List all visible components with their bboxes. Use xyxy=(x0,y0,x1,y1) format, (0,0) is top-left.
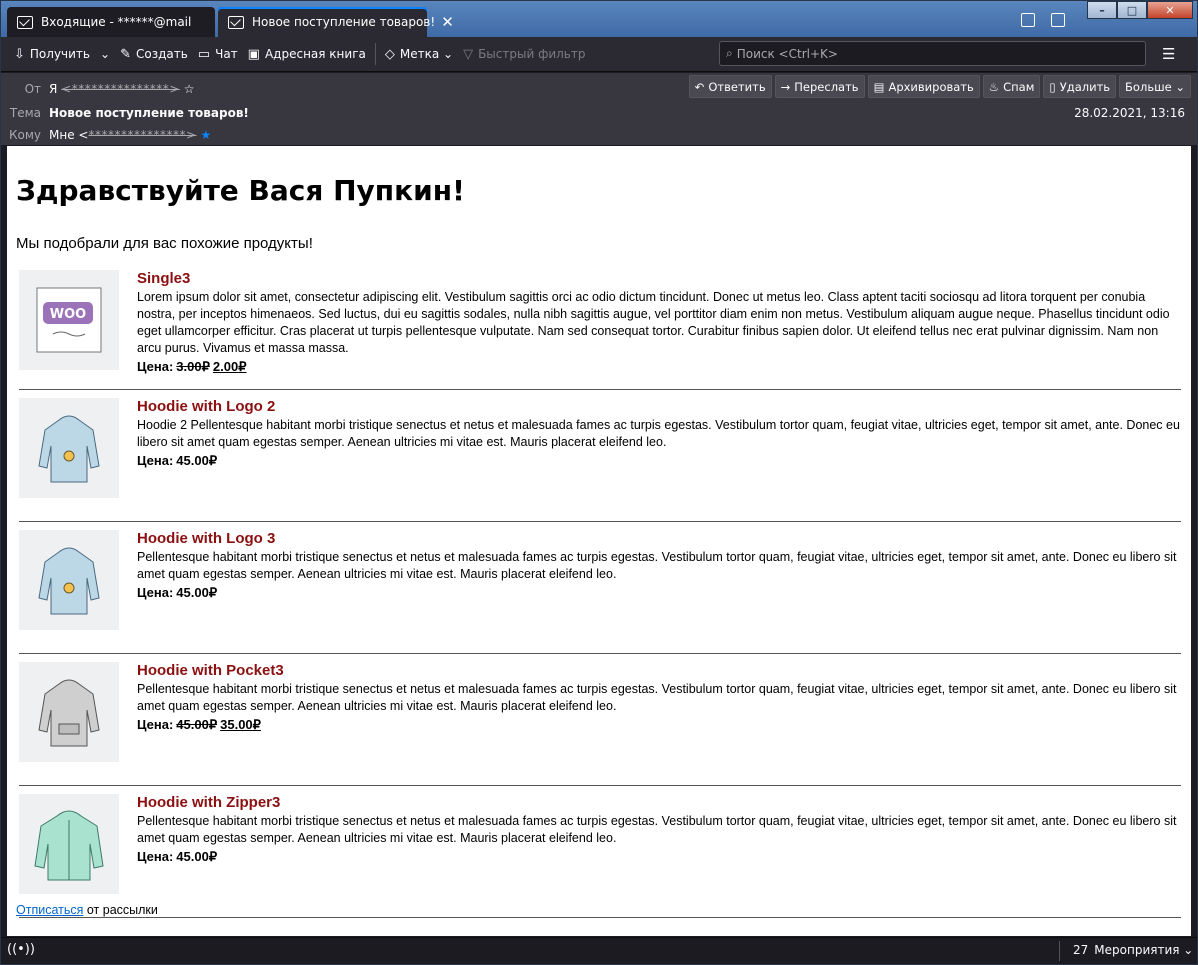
delete-label: Удалить xyxy=(1059,79,1111,94)
tag-button[interactable] xyxy=(380,41,458,67)
product-item xyxy=(19,530,1181,654)
svg-text:WOO: WOO xyxy=(49,307,87,322)
currency-symbol: ₽ xyxy=(208,453,218,468)
product-price xyxy=(137,584,1181,601)
reply-button[interactable] xyxy=(689,75,772,98)
forward-icon: → xyxy=(780,79,791,94)
product-image[interactable] xyxy=(19,662,119,762)
app-menu-icon[interactable]: ☰ xyxy=(1162,45,1176,63)
address-book-label: Адресная книга xyxy=(264,47,366,61)
filter-icon: ▽ xyxy=(463,46,474,62)
delete-button[interactable] xyxy=(1043,75,1116,98)
product-image[interactable] xyxy=(19,530,119,630)
search-placeholder: Поиск <Ctrl+K> xyxy=(736,46,838,61)
chevron-down-icon: ⌄ xyxy=(1179,943,1194,957)
search-icon: ⌕ xyxy=(726,46,733,60)
pencil-icon: ✎ xyxy=(120,46,131,62)
greeting-heading: Здравствуйте Вася Пупкин! xyxy=(16,174,465,207)
chat-button[interactable] xyxy=(193,41,243,67)
product-price xyxy=(137,358,1181,375)
spam-button[interactable] xyxy=(983,75,1041,98)
to-name[interactable]: Мне < xyxy=(49,128,89,142)
unsubscribe-text: от рассылки xyxy=(86,903,158,917)
chat-label: Чат xyxy=(215,47,238,61)
main-toolbar xyxy=(1,37,1197,72)
inbox-icon xyxy=(17,16,33,29)
address-book-icon: ▣ xyxy=(247,46,260,62)
price-label: Цена: xyxy=(137,585,174,600)
star-filled-icon[interactable]: ★ xyxy=(200,128,212,142)
chevron-down-icon: ⌄ xyxy=(439,47,454,61)
tab-message[interactable] xyxy=(218,7,454,37)
tab-message-label: Новое поступление товаров! xyxy=(252,15,436,29)
product-price xyxy=(137,848,1181,865)
close-window-button[interactable]: ✕ xyxy=(1147,1,1193,19)
chat-icon: ▭ xyxy=(197,46,211,62)
product-name[interactable]: Hoodie with Logo 2 xyxy=(137,398,276,415)
subject-label: Тема xyxy=(9,106,41,120)
product-description: Lorem ipsum dolor sit amet, consectetur adipiscing elit. Vestibulum sagittis orci ac odio dictum tincidunt. Donec ut metus leo. Class aptent taciti sociosqu ad litora torquent per conubia nostra, per inceptos himenaeos. Sed luctus, dui eu sagittis sodales, nulla nibh sagittis augue, vel porttitor diam enim non metus. Vestibulum aliquam augue neque. Phasellus tincidunt odio eget ullamcorper efficitur. Cras placerat ut turpis pellentesque vulputate. Nam sed consequat tortor. Curabitur finibus sapien dolor. Ut eleifend tellus nec erat pulvinar dignissim. Nam non arcu purus. Vivamus et massa massa. xyxy=(137,290,1170,355)
online-status-icon[interactable]: ((•)) xyxy=(7,942,35,957)
reply-icon: ↶ xyxy=(694,79,705,94)
tab-close-icon[interactable]: ✕ xyxy=(441,13,454,31)
product-description: Hoodie 2 Pellentesque habitant morbi tristique senectus et netus et malesuada fames ac turpis egestas. Vestibulum tortor quam, feugiat vitae, ultricies eget, tempor sit amet, ante. Donec eu libero sit amet quam egestas semper. Aenean ultricies mi vitae est. Mauris placerat eleifend leo. xyxy=(137,418,1180,449)
product-info xyxy=(137,662,1181,733)
chevron-down-icon: ⌄ xyxy=(1171,79,1185,94)
get-messages-button[interactable] xyxy=(9,41,95,67)
product-item xyxy=(19,794,1181,918)
message-date: 28.02.2021, 13:16 xyxy=(1074,106,1185,120)
forward-button[interactable] xyxy=(775,75,865,98)
product-description: Pellentesque habitant morbi tristique senectus et netus et malesuada fames ac turpis egestas. Vestibulum tortor quam, feugiat vitae, ultricies eget, tempor sit amet, ante. Donec eu libero sit amet quam egestas semper. Aenean ultricies mi vitae est. Mauris placerat eleifend leo. xyxy=(137,550,1177,581)
events-button[interactable] xyxy=(1073,943,1193,957)
message-body xyxy=(7,146,1191,936)
from-name[interactable]: Я xyxy=(49,82,58,96)
from-row xyxy=(1,82,195,96)
sale-price: 2.00 xyxy=(212,359,239,374)
sale-price: 35.00 xyxy=(220,717,253,732)
trash-icon: ▯ xyxy=(1049,79,1056,94)
events-label: Мероприятия xyxy=(1094,943,1180,957)
unsubscribe-link[interactable]: Отписаться xyxy=(16,903,84,917)
download-icon: ⇩ xyxy=(14,46,25,62)
archive-icon: ▤ xyxy=(873,79,885,94)
product-image[interactable] xyxy=(19,270,119,370)
regular-price: 45.00 xyxy=(176,849,209,864)
reply-label: Ответить xyxy=(708,79,766,94)
archive-button[interactable] xyxy=(868,75,980,98)
product-info xyxy=(137,270,1181,375)
currency-symbol: ₽ xyxy=(208,849,218,864)
get-messages-label: Получить xyxy=(29,47,90,61)
currency-symbol: ₽ xyxy=(252,717,261,732)
status-bar xyxy=(1,937,1197,964)
to-row xyxy=(1,128,211,142)
subject-row xyxy=(1,106,249,120)
maximize-button[interactable]: □ xyxy=(1117,1,1147,19)
calendar-day-icon: 27 xyxy=(1073,943,1089,957)
old-price: 3.00 xyxy=(176,359,202,374)
more-button[interactable] xyxy=(1119,75,1191,98)
product-description: Pellentesque habitant morbi tristique senectus et netus et malesuada fames ac turpis egestas. Vestibulum tortor quam, feugiat vitae, ultricies eget, tempor sit amet, ante. Donec eu libero sit amet quam egestas semper. Aenean ultricies mi vitae est. Mauris placerat eleifend leo. xyxy=(137,814,1177,845)
from-label: От xyxy=(24,82,41,96)
product-info xyxy=(137,794,1181,865)
product-item xyxy=(19,398,1181,522)
quick-filter-button[interactable] xyxy=(458,41,590,67)
mail-icon xyxy=(228,16,244,29)
product-info xyxy=(137,398,1181,469)
product-description: Pellentesque habitant morbi tristique senectus et netus et malesuada fames ac turpis egestas. Vestibulum tortor quam, feugiat vitae, ultricies eget, tempor sit amet, ante. Donec eu libero sit amet quam egestas semper. Aenean ultricies mi vitae est. Mauris placerat eleifend leo. xyxy=(137,682,1177,713)
more-label: Больше xyxy=(1125,79,1172,94)
old-price: 45.00 xyxy=(176,717,209,732)
tab-inbox-label: Входящие - ******@mail xyxy=(41,15,192,29)
search-input[interactable] xyxy=(719,41,1146,66)
price-label: Цена: xyxy=(137,717,174,732)
intro-text: Мы подобрали для вас похожие продукты! xyxy=(16,235,313,252)
quick-filter-label: Быстрый фильтр xyxy=(478,47,586,61)
header-action-buttons xyxy=(689,75,1191,98)
regular-price: 45.00 xyxy=(176,453,209,468)
unsubscribe-line xyxy=(16,903,158,917)
minimize-button[interactable]: – xyxy=(1087,1,1117,19)
currency-symbol: ₽ xyxy=(201,359,210,374)
product-item xyxy=(19,270,1181,390)
address-book-button[interactable] xyxy=(243,41,371,67)
product-image[interactable] xyxy=(19,794,119,894)
product-price xyxy=(137,452,1181,469)
window-controls xyxy=(1087,1,1193,19)
product-image[interactable] xyxy=(19,398,119,498)
star-outline-icon[interactable]: ☆ xyxy=(183,82,195,96)
from-address[interactable]: <***************> xyxy=(61,82,180,96)
price-label: Цена: xyxy=(137,849,174,864)
product-name[interactable]: Hoodie with Zipper3 xyxy=(137,794,281,811)
product-price xyxy=(137,716,1181,733)
status-separator xyxy=(1059,941,1060,961)
product-name[interactable]: Single3 xyxy=(137,270,191,287)
flame-icon: ♨ xyxy=(988,79,1000,94)
currency-symbol: ₽ xyxy=(208,585,218,600)
to-address[interactable]: ***************> xyxy=(88,128,197,142)
currency-symbol: ₽ xyxy=(238,359,247,374)
tag-label: Метка xyxy=(399,47,440,61)
product-name[interactable]: Hoodie with Logo 3 xyxy=(137,530,276,547)
tab-inbox[interactable] xyxy=(7,7,215,37)
toolbar-separator xyxy=(375,43,376,65)
price-label: Цена: xyxy=(137,453,174,468)
get-messages-dropdown[interactable] xyxy=(95,41,115,67)
compose-label: Создать xyxy=(135,47,188,61)
price-label: Цена: xyxy=(137,359,174,374)
compose-button[interactable] xyxy=(115,41,193,67)
subject-value: Новое поступление товаров! xyxy=(49,106,249,120)
product-list xyxy=(19,270,1181,926)
title-icons xyxy=(1021,13,1065,27)
currency-symbol: ₽ xyxy=(208,717,218,732)
to-label: Кому xyxy=(8,128,41,142)
tasks-icon[interactable] xyxy=(1051,13,1065,27)
chevron-down-icon: ⌄ xyxy=(100,47,111,61)
archive-label: Архивировать xyxy=(888,79,974,94)
message-header xyxy=(1,73,1197,145)
tag-icon: ◇ xyxy=(384,46,395,62)
title-bar xyxy=(1,1,1197,37)
product-item xyxy=(19,662,1181,786)
product-info xyxy=(137,530,1181,601)
regular-price: 45.00 xyxy=(176,585,209,600)
calendar-icon[interactable] xyxy=(1021,13,1035,27)
forward-label: Переслать xyxy=(794,79,859,94)
product-name[interactable]: Hoodie with Pocket3 xyxy=(137,662,284,679)
spam-label: Спам xyxy=(1003,79,1035,94)
